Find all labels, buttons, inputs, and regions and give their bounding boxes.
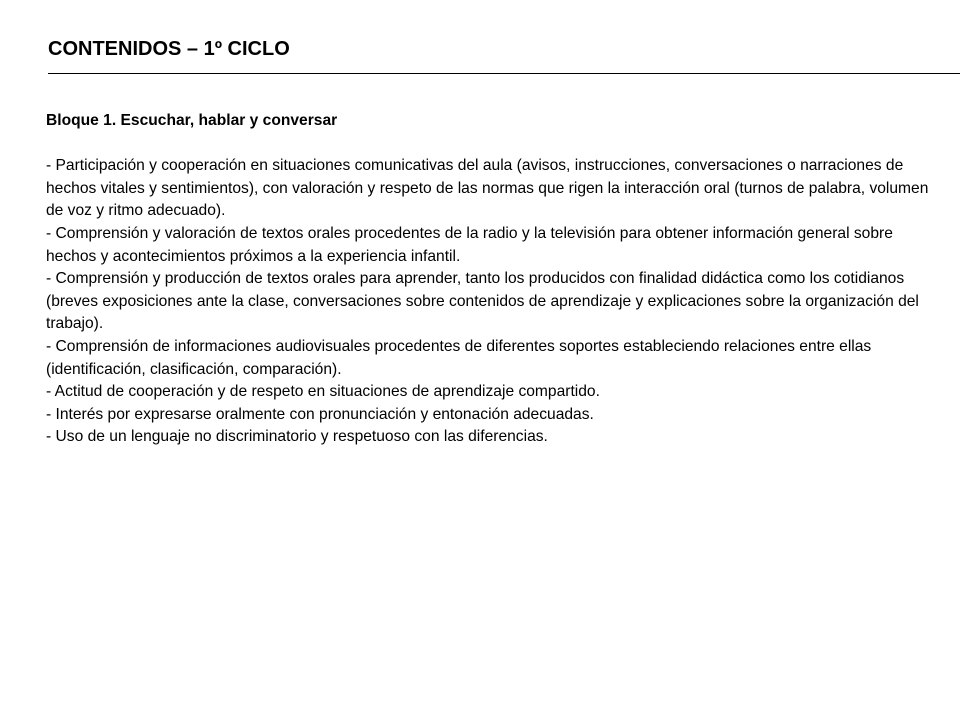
spacer bbox=[46, 133, 941, 156]
list-item: - Participación y cooperación en situaciones comunicativas del aula (avisos, instrucciones, conversaciones o narraciones de hechos vitales y sentimientos), con valoración y respeto de las normas que rigen la interacción oral (turnos de palabra, volumen de voz y ritmo adecuado). bbox=[46, 157, 929, 220]
list-item: - Interés por expresarse oralmente con pronunciación y entonación adecuadas. bbox=[46, 405, 594, 423]
title-divider bbox=[48, 73, 960, 74]
slide-body bbox=[46, 110, 941, 449]
list-item: - Comprensión y producción de textos orales para aprender, tanto los producidos con finalidad didáctica como los cotidianos (breves exposiciones ante la clase, conversaciones sobre contenidos de aprendizaje y explicaciones sobre la organización del trabajo). bbox=[46, 270, 919, 333]
list-item: - Actitud de cooperación y de respeto en situaciones de aprendizaje compartido. bbox=[46, 383, 600, 401]
block-title: Bloque 1. Escuchar, hablar y conversar bbox=[46, 112, 338, 129]
slide-title: CONTENIDOS – 1º CICLO bbox=[48, 38, 290, 60]
list-item: - Comprensión de informaciones audiovisuales procedentes de diferentes soportes estableciendo relaciones entre ellas (identificación, clasificación, comparación). bbox=[46, 337, 872, 378]
list-item: - Uso de un lenguaje no discriminatorio y respetuoso con las diferencias. bbox=[46, 428, 548, 446]
content-list bbox=[46, 155, 941, 449]
list-item: - Comprensión y valoración de textos orales procedentes de la radio y la televisión para obtener información general sobre hechos y acontecimientos próximos a la experiencia infantil. bbox=[46, 224, 893, 265]
